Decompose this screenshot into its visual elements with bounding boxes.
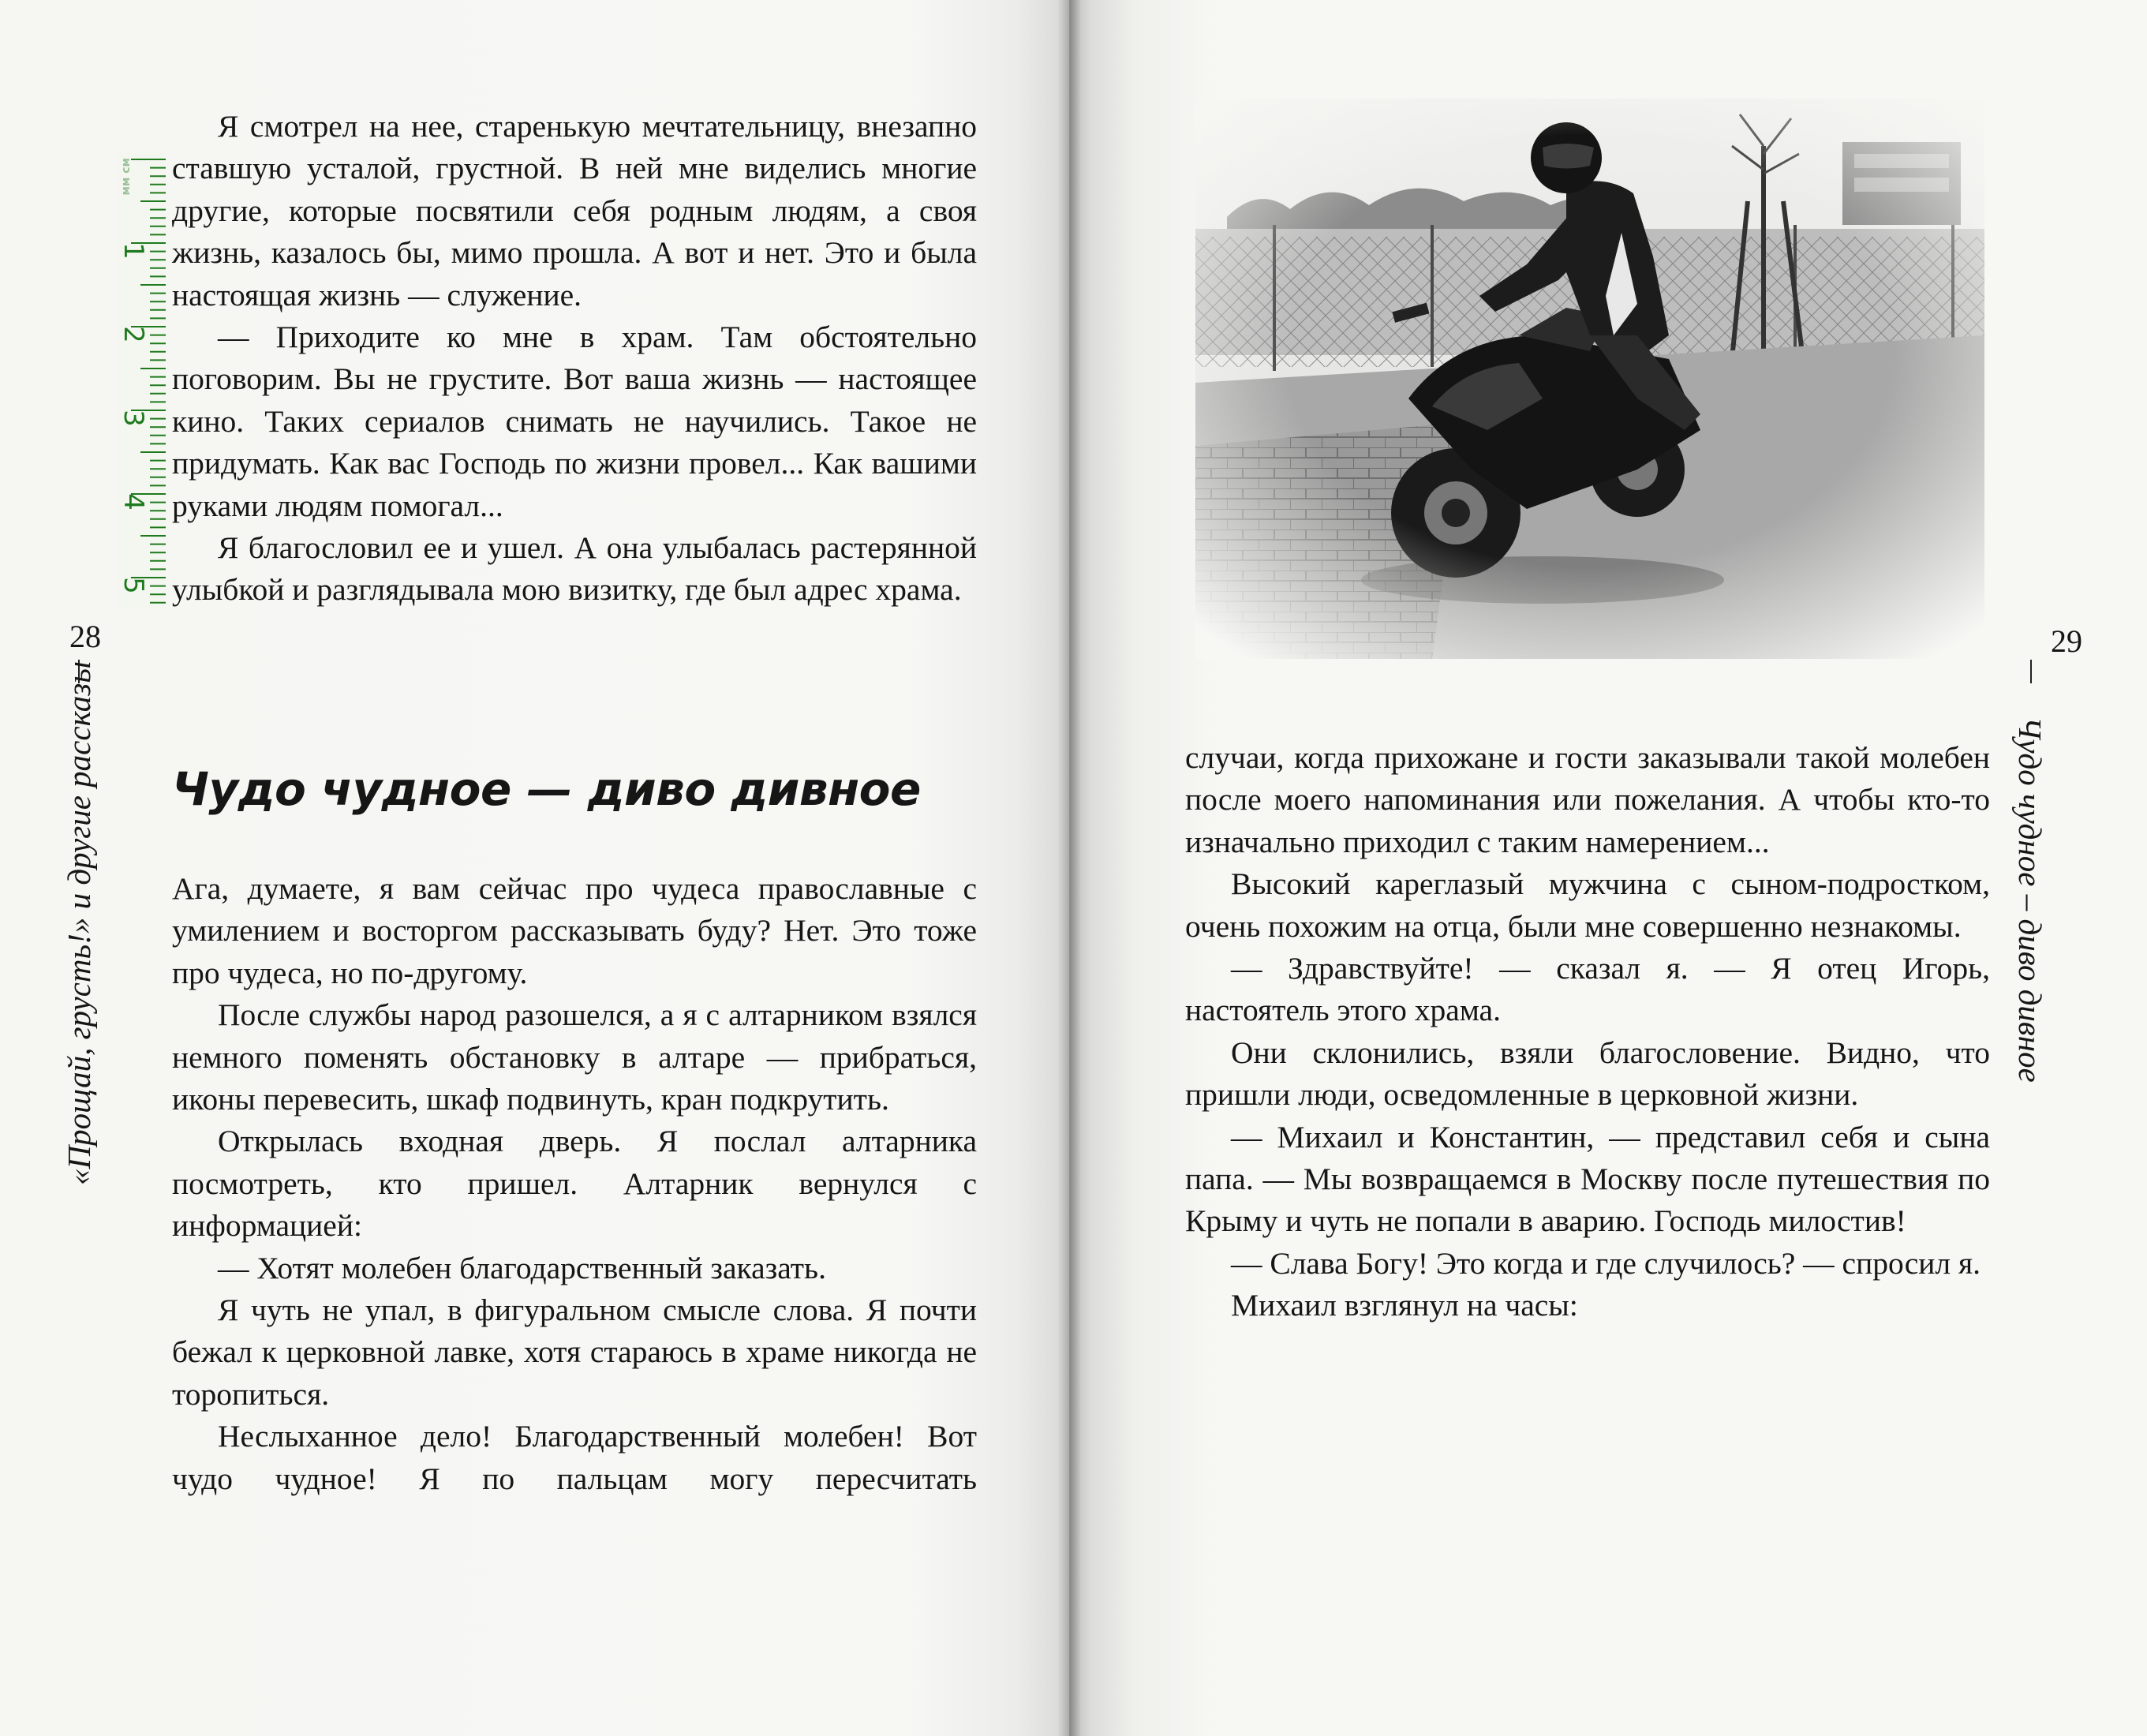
book-gutter: [1057, 0, 1081, 1736]
ruler-number-3: 3: [117, 410, 149, 427]
paragraph: случаи, когда прихожане и гости заказывали такой молебен после моего напоминания или пожелания. А чтобы кто-то изначально приходил с таким намерением...: [1185, 740, 1990, 859]
left-page-number: 28: [69, 619, 101, 654]
paragraph: — Здравствуйте! — сказал я. — Я отец Игорь, настоятель этого храма.: [1185, 951, 1990, 1028]
ruler-number-4: 4: [117, 493, 149, 511]
motorcycle-rider-photo-icon: [1195, 99, 1984, 659]
paragraph: Открылась входная дверь. Я послал алтарника посмотреть, кто пришел. Алтарник вернулся с информацией:: [172, 1124, 977, 1244]
right-running-head: Чудо чудное – диво дивное: [2012, 716, 2048, 1083]
paragraph: — Слава Богу! Это когда и где случилось? — спросил я.: [1231, 1245, 1981, 1281]
paragraph: Я чуть не упал, в фигуральном смысле слова. Я почти бежал к церковной лавке, хотя стараюсь в храме никогда не торопиться.: [172, 1293, 977, 1412]
paragraph: — Михаил и Константин, — представил себя и сына папа. — Мы возвращаемся в Москву после путешествия по Крыму и чуть не попали в аварию. Господь милостив!: [1185, 1119, 1990, 1239]
right-page-number: 29: [2051, 623, 2082, 659]
ruler-number-2: 2: [117, 326, 149, 343]
paragraph: Высокий кареглазый мужчина с сыном-подростком, очень похожим на отца, были мне совершенно незнакомы.: [1185, 866, 1990, 944]
right-header-rule: [2030, 660, 2032, 683]
paragraph: Я смотрел на нее, старенькую мечтательницу, внезапно ставшую усталой, грустной. В ней мне виделись многие другие, которые посвятили себя родным людям, а своя жизнь, казалось бы, мимо прошла. А вот и нет. Это и была настоящая жизнь — служение.: [172, 109, 977, 312]
paragraph: — Хотят молебен благодарственный заказать.: [218, 1250, 826, 1285]
paragraph: Они склонились, взяли благословение. Видно, что пришли люди, осведомленные в церковной жизни.: [1185, 1034, 1990, 1113]
left-bottom-text: [172, 868, 977, 1500]
measuring-ruler-icon: [118, 152, 166, 609]
paragraph: Ага, думаете, я вам сейчас про чудеса православные с умилением и восторгом рассказывать буду? Нет. Это тоже про чудеса, но по-другому.: [172, 871, 977, 990]
chapter-heading: Чудо чудное — диво дивное: [172, 762, 921, 816]
right-text: [1185, 737, 1990, 1327]
paragraph: Неслыханное дело! Благодарственный молебен! Вот чудо чудное! Я по пальцам могу пересчитать: [172, 1419, 977, 1496]
right-page: [1069, 0, 2147, 1736]
left-page: [0, 0, 1069, 1736]
left-running-head: «Прощай, грусть!» и другие рассказы: [61, 660, 97, 1186]
left-top-text: [172, 106, 977, 612]
ruler-number-5: 5: [117, 577, 149, 594]
ruler-number-1: 1: [117, 242, 149, 260]
paragraph: Михаил взглянул на часы:: [1231, 1288, 1578, 1323]
paragraph: После службы народ разошелся, а я с алтарником взялся немного поменять обстановку в алтаре — прибраться, иконы перевесить, шкаф подвинуть, кран подкрутить.: [172, 997, 977, 1117]
paragraph: Я благословил ее и ушел. А она улыбалась растерянной улыбкой и разглядывала мою визитку, где был адрес храма.: [172, 530, 977, 608]
paragraph: — Приходите ко мне в храм. Там обстоятельно поговорим. Вы не грустите. Вот ваша жизнь — настоящее кино. Таких сериалов снимать не научились. Такое не придумать. Как вас Господь по жизни провел... Как вашими руками людям помогал...: [172, 320, 977, 523]
